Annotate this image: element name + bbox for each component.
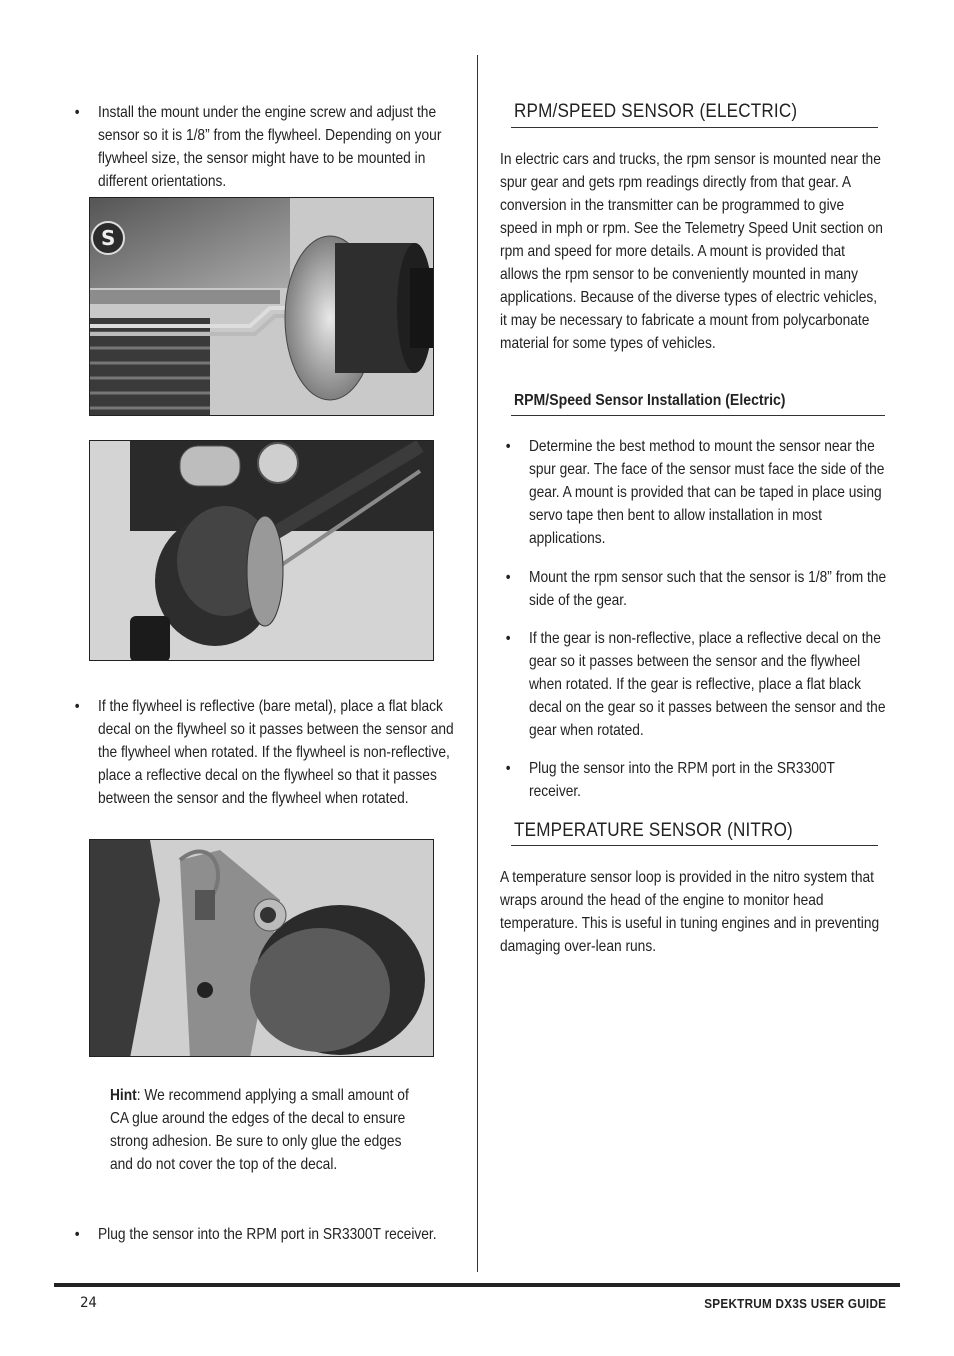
photo-decal-placement bbox=[89, 839, 434, 1057]
footer-rule bbox=[54, 1283, 900, 1287]
engine-photo-3 bbox=[90, 840, 434, 1057]
svg-text:S: S bbox=[101, 226, 116, 250]
left-bullet-3 bbox=[74, 1223, 442, 1246]
subhead-underline bbox=[511, 415, 885, 416]
section-underline bbox=[511, 127, 878, 128]
temperature-paragraph: A temperature sensor loop is provided in the nitro system that wraps around the head of the engine to monitor head temperature. This is useful in tuning engines and in preventing damaging over-lean runs. bbox=[500, 869, 880, 955]
bullet-dot: • bbox=[505, 630, 511, 647]
bullet-dot: • bbox=[74, 104, 80, 121]
hint-text: : We recommend applying a small amount of CA glue around the edges of the decal to ensure strong adhesion. Be sure to only glue the edges and do not cover the top of the decal. bbox=[110, 1087, 409, 1173]
left-bullet-1 bbox=[74, 101, 456, 193]
right-bullet-3-text: If the gear is non-reflective, place a reflective decal on the gear so it passes between the sensor and the flywheel when rotated. If the gear is reflective, place a flat black decal on the gear so it passes between the sensor and the gear when rotated. bbox=[529, 630, 886, 739]
bullet-dot: • bbox=[74, 1226, 80, 1243]
bullet-dot: • bbox=[505, 760, 511, 777]
subhead-installation-electric: RPM/Speed Sensor Installation (Electric) bbox=[514, 392, 786, 409]
left-bullet-1-text: Install the mount under the engine screw and adjust the sensor so it is 1/8” from the flywheel. Depending on your flywheel size, the sensor might have to be mounted in different orientations. bbox=[98, 104, 442, 190]
section-title-rpm-electric: RPM/SPEED SENSOR (ELECTRIC) bbox=[514, 101, 798, 122]
guide-title: SPEKTRUM DX3S USER GUIDE bbox=[703, 1296, 886, 1311]
right-bullet-2 bbox=[505, 566, 890, 612]
right-bullet-4 bbox=[505, 757, 890, 803]
right-bullet-1 bbox=[505, 435, 890, 550]
photo-flywheel-sensor-bottom bbox=[89, 440, 434, 661]
right-bullet-4-text: Plug the sensor into the RPM port in the SR3300T receiver. bbox=[529, 760, 835, 800]
right-bullet-2-text: Mount the rpm sensor such that the sensor is 1/8” from the side of the gear. bbox=[529, 569, 887, 609]
engine-photo-1 bbox=[90, 198, 434, 416]
section-underline bbox=[511, 845, 878, 846]
photo-flywheel-sensor-top bbox=[89, 197, 434, 416]
bullet-dot: • bbox=[505, 569, 511, 586]
left-bullet-3-text: Plug the sensor into the RPM port in SR3300T receiver. bbox=[98, 1226, 437, 1243]
rpm-electric-paragraph: In electric cars and trucks, the rpm sensor is mounted near the spur gear and gets rpm readings directly from that gear. A conversion in the transmitter can be programmed to give speed in mph or rpm. See the Telemetry Speed Unit section on rpm and speed for more details. A mount is provided that allows the rpm sensor to be conveniently mounted in many applications. Because of the diverse types of electric vehicles, it may be necessary to fabricate a mount from polycarbonate material for some types of vehicles. bbox=[500, 151, 883, 352]
hint-paragraph bbox=[110, 1084, 413, 1176]
bullet-dot: • bbox=[74, 698, 80, 715]
section-title-temperature: TEMPERATURE SENSOR (NITRO) bbox=[514, 820, 793, 841]
right-bullet-1-text: Determine the best method to mount the sensor near the spur gear. The face of the sensor must face the side of the gear. A mount is provided that can be taped in place using servo tape then bent to allow installation in most applications. bbox=[529, 438, 885, 547]
engine-photo-2 bbox=[90, 441, 434, 661]
hint-label: Hint bbox=[110, 1087, 137, 1104]
left-bullet-2-text: If the flywheel is reflective (bare metal), place a flat black decal on the flywheel so it passes between the sensor and the flywheel when rotated. If the flywheel is non-reflective, place a reflective decal on the flywheel so that it passes between the sensor and the flywheel when rotated. bbox=[98, 698, 454, 807]
column-divider bbox=[477, 55, 478, 1272]
bullet-dot: • bbox=[505, 438, 511, 455]
left-bullet-2 bbox=[74, 695, 463, 810]
right-bullet-3 bbox=[505, 627, 890, 742]
page-number: 24 bbox=[80, 1295, 97, 1311]
